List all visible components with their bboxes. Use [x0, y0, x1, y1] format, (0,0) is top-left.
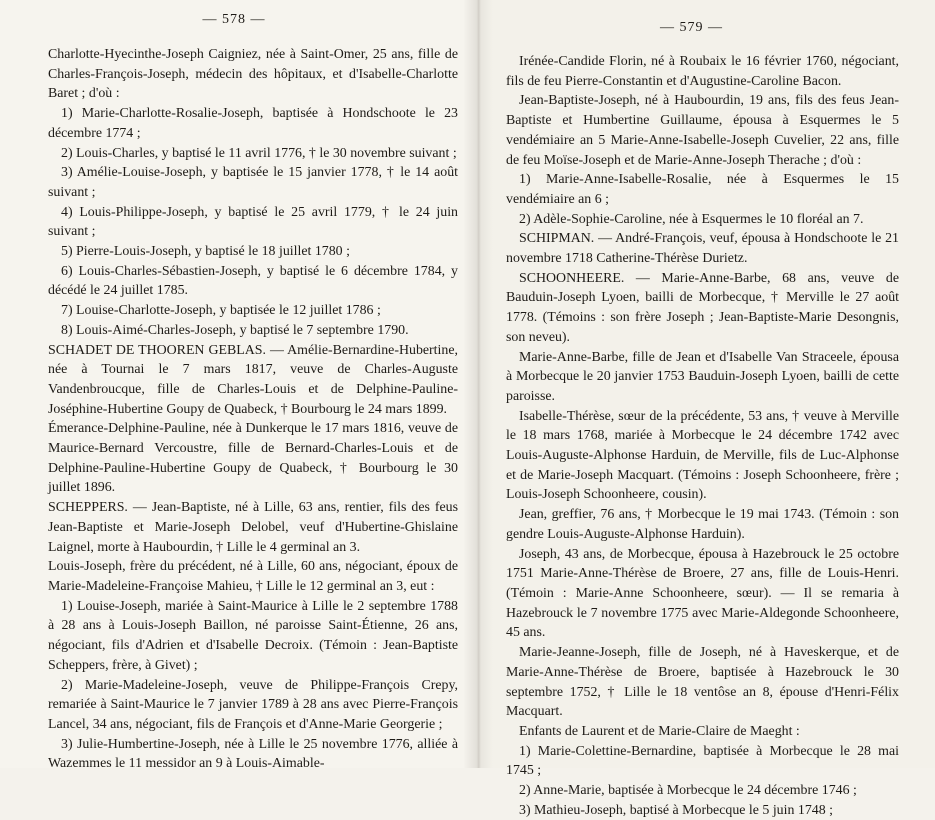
list-item: 2) Marie-Madeleine-Joseph, veuve de Philippe-François Crepy, remariée à Saint-Maurice le 7 janvier 1789 à 28 ans avec Pierre-François Lancel, 34 ans, négociant, fils de François et d'Anne-Marie Georgerie ;	[48, 677, 458, 732]
paragraph: Charlotte-Hyecinthe-Joseph Caigniez, née à Saint-Omer, 25 ans, fille de Charles-François-Joseph, médecin des hôpitaux, et d'Isabelle-Charlotte Baret ; d'où :	[48, 47, 458, 102]
list-item: 1) Marie-Charlotte-Rosalie-Joseph, baptisée à Hondschoote le 23 décembre 1774 ;	[48, 106, 458, 141]
section-heading: Enfants de Laurent et de Marie-Claire de Maeght :	[519, 723, 800, 739]
list-item: 1) Louise-Joseph, mariée à Saint-Maurice à Lille le 2 septembre 1788 à 28 ans à Louis-Joseph Baillon, né paroisse Saint-Étienne, 26 ans, négociant, fils d'Adrien et d'Isabelle Decroix. (Témoin : Jean-Baptiste Scheppers, frère, à Givet) ;	[48, 598, 458, 673]
list-item: 6) Louis-Charles-Sébastien-Joseph, y baptisé le 6 décembre 1784, y décédé le 24 juillet 1785.	[48, 263, 458, 299]
paragraph: Jean, greffier, 76 ans, † Morbecque le 19 mai 1743. (Témoin : son gendre Louis-Auguste-Alphonse Harduin).	[506, 507, 899, 542]
paragraph: SCHIPMAN. — André-François, veuf, épousa à Hondschoote le 21 novembre 1718 Catherine-Thérèse Durietz.	[506, 231, 899, 267]
paragraph: Louis-Joseph, frère du précédent, né à Lille, 60 ans, négociant, époux de Marie-Madeleine-Françoise Mahieu, † Lille le 12 germinal an 3, eut :	[48, 559, 458, 594]
list-item: 2) Louis-Charles, y baptisé le 11 avril 1776, † le 30 novembre suivant ;	[61, 145, 457, 161]
list-item: 4) Louis-Philippe-Joseph, y baptisé le 25 avril 1779, † le 24 juin suivant ;	[48, 204, 458, 240]
list-item: 7) Louise-Charlotte-Joseph, y baptisée le 12 juillet 1786 ;	[61, 303, 381, 319]
book-gutter	[463, 0, 493, 768]
list-item: 8) Louis-Aimé-Charles-Joseph, y baptisé le 7 septembre 1790.	[61, 322, 409, 338]
page-number: — 578 —	[202, 12, 266, 27]
list-item: 3) Mathieu-Joseph, baptisé à Morbecque le 5 juin 1748 ;	[519, 802, 834, 818]
paragraph: SCHEPPERS. — Jean-Baptiste, né à Lille, 63 ans, rentier, fils des feus Jean-Baptiste et Marie-Joseph Delobel, veuf d'Hubertine-Ghislaine Laignel, morte à Haubourdin, † Lille le 4 germinal an 3.	[48, 500, 458, 555]
list-item: 5) Pierre-Louis-Joseph, y baptisé le 18 juillet 1780 ;	[61, 244, 350, 260]
paragraph: Émerance-Delphine-Pauline, née à Dunkerque le 17 mars 1816, veuve de Maurice-Bernard Vercoustre, fille de Bernard-Charles-Louis et de Delphine-Pauline-Hubertine Goupy de Quabeck, † Bourbourg le 30 juillet 1896.	[48, 421, 458, 496]
page-text	[0, 28, 478, 774]
paragraph: SCHOONHEERE. — Marie-Anne-Barbe, 68 ans, veuve de Bauduin-Joseph Lyoen, bailli de Morbecque, † Merville le 27 août 1778. (Témoins : son frère Joseph ; Jean-Baptiste-Marie Desongnis, son neveu).	[506, 270, 899, 345]
paragraph: Jean-Baptiste-Joseph, né à Haubourdin, 19 ans, fils des feus Jean-Baptiste et Humbertine Guillaume, épousa à Esquermes le 5 vendémiaire an 5 Marie-Anne-Isabelle-Joseph Cuvelier, 22 ans, fille de feu Moïse-Joseph et de Marie-Anne-Joseph Therache ; d'où :	[506, 93, 899, 168]
left-page	[0, 0, 478, 772]
list-item: 3) Amélie-Louise-Joseph, y baptisée le 15 janvier 1778, † le 14 août suivant ;	[48, 165, 458, 200]
paragraph: Joseph, 43 ans, de Morbecque, épousa à Hazebrouck le 25 octobre 1751 Marie-Anne-Thérèse de Broere, 27 ans, fille de Louis-Henri. (Témoin : Marie-Anne Schoonheere, sœur). — Il se remaria à Hazebrouck le 7 novembre 1775 avec Marie-Aldegonde Schoonheere, 45 ans.	[506, 546, 899, 641]
list-item: 1) Marie-Colettine-Bernardine, baptisée à Morbecque le 28 mai 1745 ;	[506, 743, 899, 779]
paragraph: Marie-Anne-Barbe, fille de Jean et d'Isabelle Van Straceele, épousa à Morbecque le 20 janvier 1753 Bauduin-Joseph Lyoen, bailli de cette paroisse.	[506, 349, 899, 404]
list-item: 2) Adèle-Sophie-Caroline, née à Esquermes le 10 floréal an 7.	[519, 211, 864, 227]
page-text	[478, 36, 935, 820]
paragraph: Isabelle-Thérèse, sœur de la précédente, 53 ans, † veuve à Merville le 18 mars 1768, mariée à Morbecque le 24 décembre 1742 avec Louis-Auguste-Alphonse Harduin, de Merville, fils de Luc-Alphonse et de Marie-Joseph Macquart. (Témoins : Joseph Schoonheere, frère ; Louis-Joseph Schoonheere, cousin).	[506, 408, 899, 503]
page-number: — 579 —	[660, 20, 723, 35]
paragraph: Marie-Jeanne-Joseph, fille de Joseph, né à Haveskerque, et de Marie-Anne-Thérèse de Broere, baptisée à Hazebrouck le 30 septembre 1752, † Lille le 18 ventôse an 8, épouse d'Henri-Félix Macquart.	[506, 645, 899, 720]
right-page	[478, 0, 935, 818]
list-item: 3) Julie-Humbertine-Joseph, née à Lille le 25 novembre 1776, alliée à Wazemmes le 11 messidor an 9 à Louis-Aimable-	[48, 736, 458, 772]
list-item: 1) Marie-Anne-Isabelle-Rosalie, née à Esquermes le 15 vendémiaire an 6 ;	[506, 172, 899, 207]
paragraph: Irénée-Candide Florin, né à Roubaix le 16 février 1760, négociant, fils de feu Pierre-Constantin et d'Augustine-Caroline Bacon.	[506, 54, 899, 89]
paragraph: SCHADET DE THOOREN GEBLAS. — Amélie-Bernardine-Hubertine, née à Tournai le 7 mars 1817, veuve de Charles-Auguste Vandenbroucque, fille de Charles-Louis et de Delphine-Pauline-Joséphine-Hubertine Goupy de Quabeck, † Bourbourg le 24 mars 1899.	[48, 342, 458, 417]
list-item: 2) Anne-Marie, baptisée à Morbecque le 24 décembre 1746 ;	[519, 783, 857, 799]
